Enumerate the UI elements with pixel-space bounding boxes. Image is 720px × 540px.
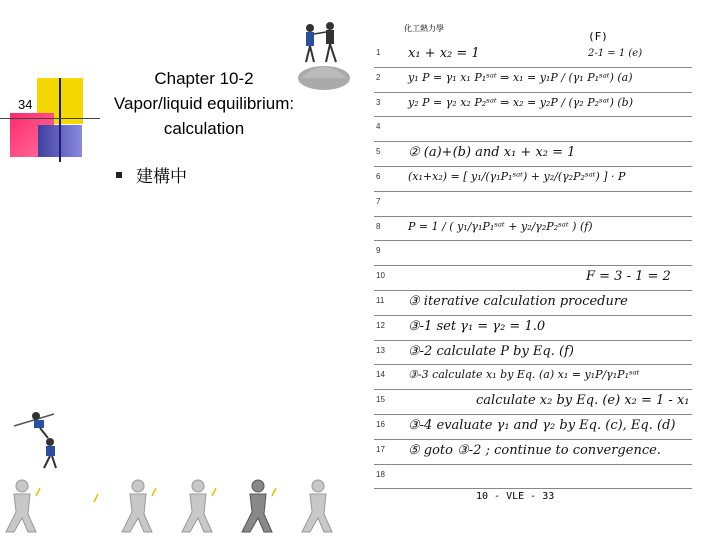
ruled-line <box>374 389 692 390</box>
line-number: 16 <box>376 420 385 429</box>
notes-footer: 10 - VLE - 33 <box>476 491 555 502</box>
bullet-square-icon <box>116 172 122 178</box>
line-number: 12 <box>376 320 385 330</box>
line-number: 1 <box>376 48 381 57</box>
vertical-divider <box>59 78 61 162</box>
ruled-line <box>374 439 692 440</box>
ruled-line <box>374 340 692 341</box>
climber-rope-figure <box>10 408 60 470</box>
ruled-line <box>374 141 692 142</box>
line-number: 11 <box>376 296 385 305</box>
handwritten-line: y₂ P = γ₂ x₂ P₂ˢᵃᵗ ⇒ x₂ = y₂P / (γ₂ P₂ˢᵃᵗ) (b) <box>408 95 633 109</box>
slide-title <box>94 66 314 141</box>
bullet-text: 建構中 <box>136 167 187 187</box>
handwritten-notes-page <box>356 20 696 510</box>
line-number: 4 <box>376 122 381 132</box>
handwritten-line: P = 1 / ( y₁/γ₁P₁ˢᵃᵗ + y₂/γ₂P₂ˢᵃᵗ ) (f) <box>408 219 593 233</box>
handwritten-line: (x₁+x₂) = [ y₁/(γ₁P₁ˢᵃᵗ) + y₂/(γ₂P₂ˢᵃᵗ) ] · P <box>408 170 626 183</box>
title-line-3: calculation <box>163 119 245 138</box>
climbers-on-globe-figure <box>296 20 354 90</box>
handwritten-line: ② (a)+(b) and x₁ + x₂ = 1 <box>408 145 576 161</box>
ruled-line <box>374 240 692 241</box>
ruled-line <box>374 92 692 93</box>
line-number: 5 <box>376 147 381 157</box>
ruled-line <box>374 166 692 167</box>
line-number: 2 <box>376 72 381 82</box>
line-number: 8 <box>376 221 381 231</box>
line-number: 3 <box>376 97 381 107</box>
line-number: 15 <box>376 395 385 405</box>
handwritten-line: ③-1 set γ₁ = γ₂ = 1.0 <box>408 318 546 334</box>
ruled-line <box>374 216 692 217</box>
ruled-line <box>374 315 692 316</box>
handwritten-line: F = 3 - 1 = 2 <box>586 269 671 285</box>
handwritten-line: ③ iterative calculation procedure <box>408 294 628 309</box>
line-number: 18 <box>376 469 385 479</box>
bullet-item <box>116 162 187 187</box>
ruled-line <box>374 488 692 489</box>
handwritten-line: ⑤ goto ③-2 ; continue to convergence. <box>408 442 661 458</box>
title-line-2: Vapor/liquid equilibrium: <box>113 94 295 113</box>
handwritten-line: ③-4 evaluate γ₁ and γ₂ by Eq. (c), Eq. (d) <box>408 418 676 433</box>
horizontal-divider <box>0 118 100 119</box>
handwritten-annotation: 2-1 = 1 (e) <box>588 48 643 59</box>
handwritten-line: y₁ P = γ₁ x₁ P₁ˢᵃᵗ ⇒ x₁ = y₁P / (γ₁ P₁ˢᵃᵗ) (a) <box>408 70 633 84</box>
notes-code: (F) <box>588 30 608 43</box>
handwritten-line: ③-3 calculate x₁ by Eq. (a) x₁ = y₁P/γ₁P₁ˢᵃᵗ <box>408 368 640 382</box>
line-number: 7 <box>376 196 381 206</box>
ruled-line <box>374 191 692 192</box>
ruled-line <box>374 464 692 465</box>
line-number: 9 <box>376 246 381 256</box>
running-figures-row <box>0 478 345 538</box>
line-number: 13 <box>376 345 385 355</box>
ruled-line <box>374 290 692 291</box>
title-line-1: Chapter 10-2 <box>154 69 254 88</box>
line-number: 17 <box>376 444 385 454</box>
line-number: 14 <box>376 370 385 380</box>
line-number: 6 <box>376 172 381 181</box>
slide-number: 34 <box>18 97 33 112</box>
handwritten-line: calculate x₂ by Eq. (e) x₂ = 1 - x₁ <box>476 393 690 409</box>
ruled-line <box>374 414 692 415</box>
handwritten-line: ③-2 calculate P by Eq. (f) <box>408 343 574 359</box>
line-number: 10 <box>376 271 385 281</box>
ruled-line <box>374 265 692 266</box>
ruled-line <box>374 67 692 68</box>
handwritten-line: x₁ + x₂ = 1 <box>408 46 480 61</box>
ruled-line <box>374 116 692 117</box>
ruled-line <box>374 364 692 365</box>
notes-header: 化工熱力學 <box>404 24 444 33</box>
